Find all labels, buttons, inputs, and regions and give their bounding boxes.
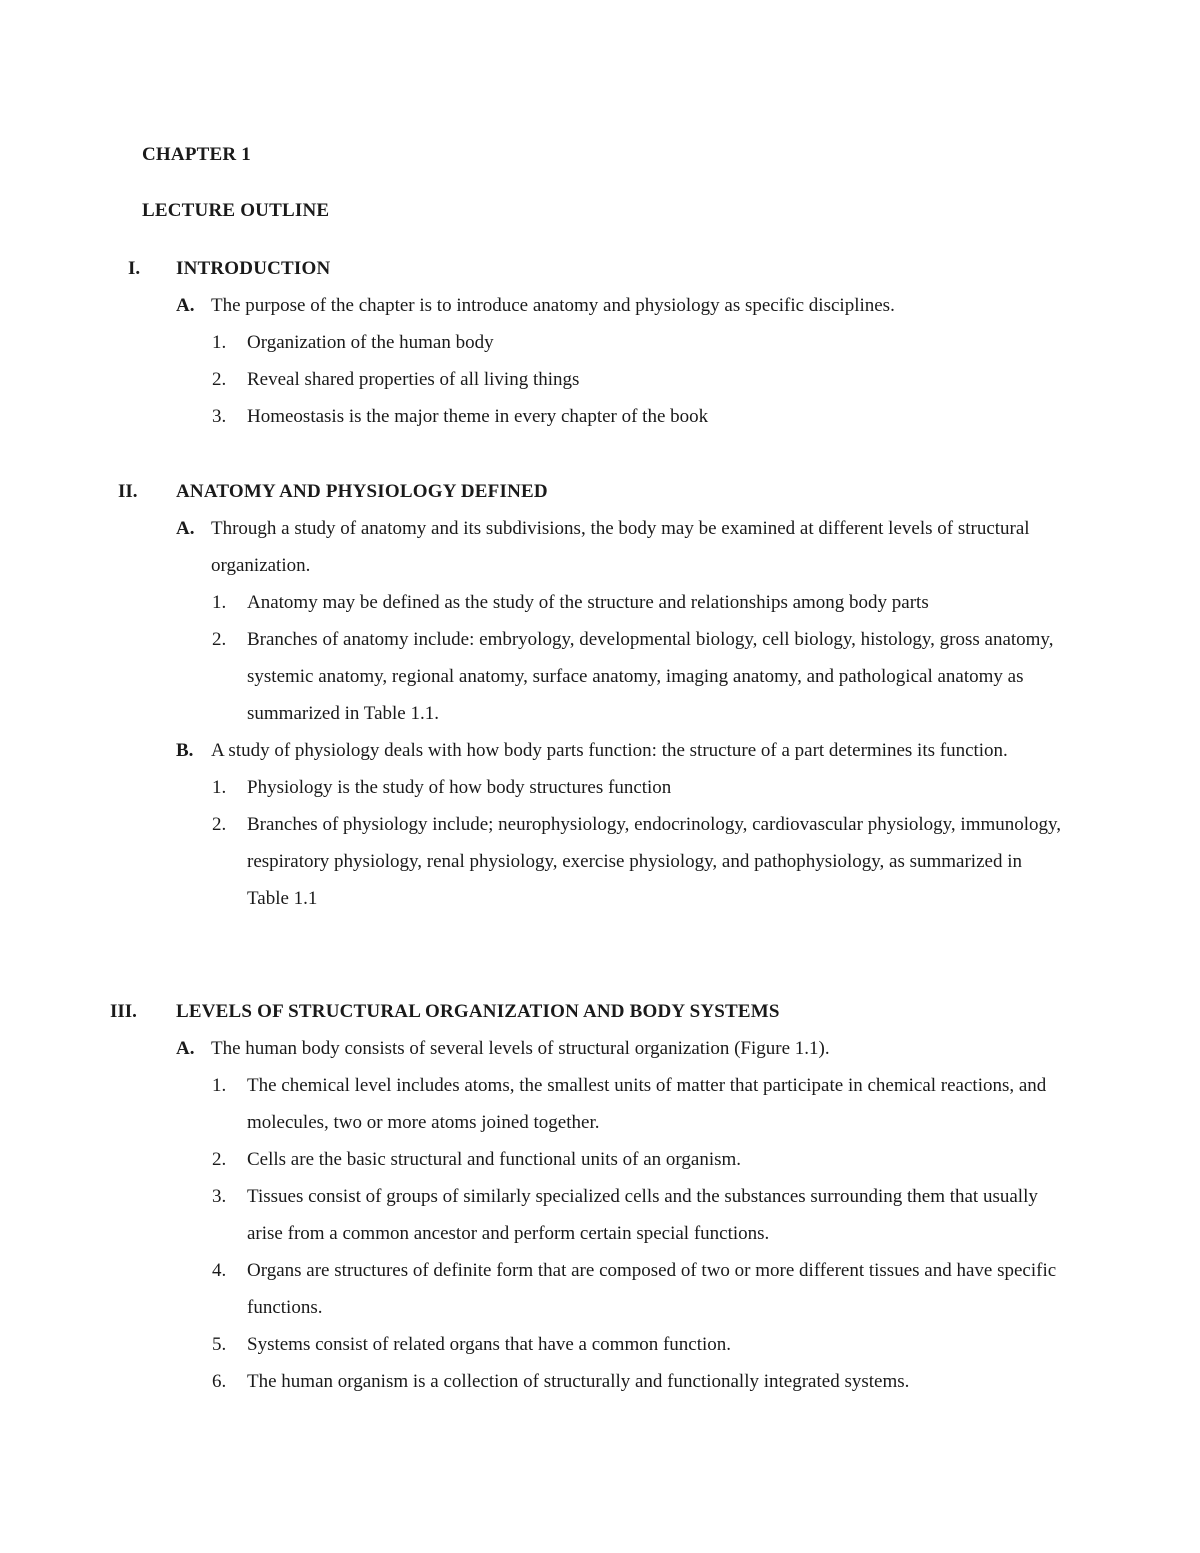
outline-subitem: [0, 1363, 1067, 1400]
outline-subitem: [0, 398, 1067, 435]
subitem-number: 2.: [212, 814, 227, 835]
item-letter: A.: [176, 295, 195, 316]
section-title: INTRODUCTION: [176, 258, 331, 279]
subitem-text: Branches of physiology include; neurophysiology, endocrinology, cardiovascular physiology, immunology, respiratory physiology, renal physiology, exercise physiology, and pathophysiology, as summarized in Table 1.1: [247, 814, 1062, 909]
item-text: Through a study of anatomy and its subdivisions, the body may be examined at different levels of structural organization.: [211, 518, 1030, 576]
section-structural-organization: [0, 993, 1200, 1400]
outline-subitem: [0, 1178, 1067, 1252]
subitem-text: Homeostasis is the major theme in every chapter of the book: [247, 406, 709, 427]
subitem-number: 1.: [212, 777, 227, 798]
subitem-text: Tissues consist of groups of similarly specialized cells and the substances surrounding them that usually arise from a common ancestor and perform certain special functions.: [247, 1186, 1038, 1244]
outline-subitem: [0, 324, 1067, 361]
subitem-text: Reveal shared properties of all living things: [247, 369, 580, 390]
item-text: The purpose of the chapter is to introduce anatomy and physiology as specific disciplines.: [211, 295, 895, 316]
outline-item: [0, 510, 1071, 584]
subitem-number: 1.: [212, 1075, 227, 1096]
outline-subitem: [0, 806, 1067, 917]
item-text: A study of physiology deals with how body parts function: the structure of a part determines its function.: [211, 740, 1008, 761]
subitem-number: 2.: [212, 629, 227, 650]
outline-item: [0, 732, 1071, 769]
section-numeral: II.: [118, 481, 138, 502]
subitem-number: 5.: [212, 1334, 227, 1355]
section-numeral: III.: [110, 1001, 137, 1022]
subitem-text: Anatomy may be defined as the study of the structure and relationships among body parts: [247, 592, 929, 613]
item-letter: B.: [176, 740, 194, 761]
subitem-text: Branches of anatomy include: embryology, developmental biology, cell biology, histology, gross anatomy, systemic anatomy, regional anatomy, surface anatomy, imaging anatomy, and pathological anatomy as summarized in Table 1.1.: [247, 629, 1054, 724]
section-introduction: [0, 250, 1200, 435]
outline-title: LECTURE OUTLINE: [142, 200, 330, 221]
outline-subitem: [0, 584, 1067, 621]
outline-subitem: [0, 1326, 1067, 1363]
subitem-text: Organs are structures of definite form that are composed of two or more different tissues and have specific functions.: [247, 1260, 1057, 1318]
item-letter: A.: [176, 1038, 195, 1059]
section-title: LEVELS OF STRUCTURAL ORGANIZATION AND BODY SYSTEMS: [176, 1001, 780, 1022]
outline-subitem: [0, 769, 1067, 806]
subitem-number: 3.: [212, 406, 227, 427]
outline-subitem: [0, 1141, 1067, 1178]
section-heading: [0, 993, 1200, 1030]
section-title: ANATOMY AND PHYSIOLOGY DEFINED: [176, 481, 548, 502]
subitem-text: Organization of the human body: [247, 332, 494, 353]
subitem-text: Physiology is the study of how body structures function: [247, 777, 672, 798]
subitem-text: The chemical level includes atoms, the smallest units of matter that participate in chemical reactions, and molecules, two or more atoms joined together.: [247, 1075, 1047, 1133]
item-letter: A.: [176, 518, 195, 539]
subitem-number: 4.: [212, 1260, 227, 1281]
subitem-text: Cells are the basic structural and functional units of an organism.: [247, 1149, 742, 1170]
subitem-number: 1.: [212, 332, 227, 353]
subitem-text: The human organism is a collection of structurally and functionally integrated systems.: [247, 1371, 910, 1392]
subitem-number: 6.: [212, 1371, 227, 1392]
item-text: The human body consists of several levels of structural organization (Figure 1.1).: [211, 1038, 830, 1059]
outline-item: [0, 1030, 1071, 1067]
subitem-number: 1.: [212, 592, 227, 613]
section-numeral: I.: [128, 258, 141, 279]
outline-subitem: [0, 1067, 1067, 1141]
subitem-number: 3.: [212, 1186, 227, 1207]
section-heading: [0, 473, 1200, 510]
subitem-number: 2.: [212, 369, 227, 390]
section-heading: [0, 250, 1200, 287]
outline-subitem: [0, 361, 1067, 398]
outline-subitem: [0, 1252, 1067, 1326]
subitem-number: 2.: [212, 1149, 227, 1170]
outline-item: [0, 287, 1071, 324]
chapter-title: CHAPTER 1: [142, 144, 251, 165]
outline-subitem: [0, 621, 1067, 732]
section-anatomy-physiology: [0, 473, 1200, 917]
subitem-text: Systems consist of related organs that have a common function.: [247, 1334, 732, 1355]
